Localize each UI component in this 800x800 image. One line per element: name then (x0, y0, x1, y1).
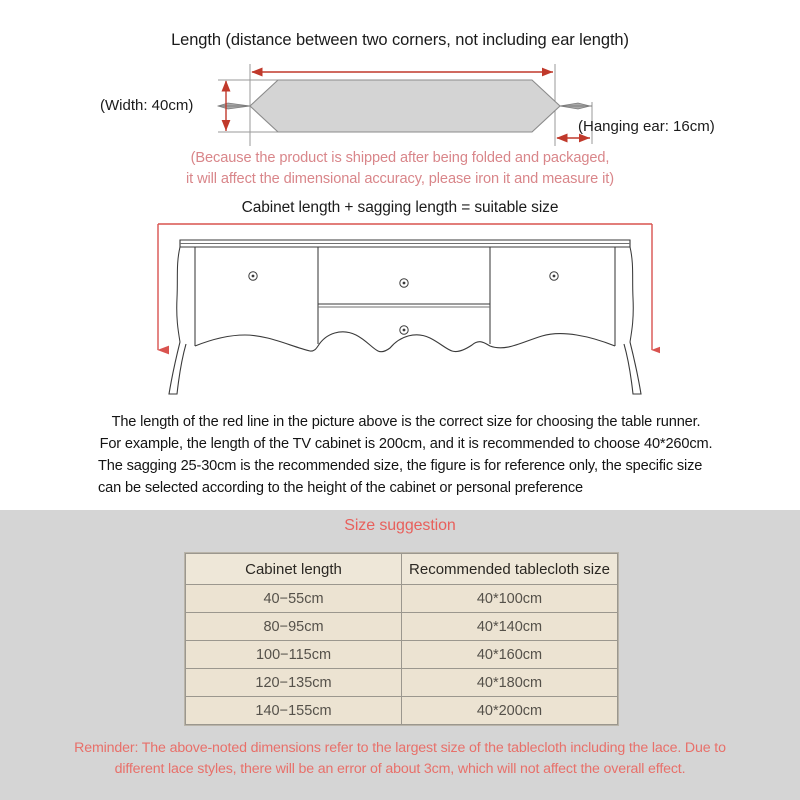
hanging-ear-right (560, 103, 592, 109)
packaging-note-line-2: it will affect the dimensional accuracy, please iron it and measure it) (186, 171, 614, 187)
runner-width-label: (Width: 40cm) (100, 97, 194, 114)
cell-cabinet-length: 140−155cm (186, 697, 402, 725)
cabinet-formula-title: Cabinet length + sagging length = suitable size (241, 199, 559, 216)
cabinet-legs (169, 342, 641, 394)
reminder-note (0, 738, 800, 780)
size-suggestion-table (185, 553, 618, 725)
reminder-line-1: Reminder: The above-noted dimensions refer to the largest size of the tablecloth including the lace. Due to (74, 740, 726, 756)
table-row (186, 669, 618, 697)
runner-length-title: Length (distance between two corners, not including ear length) (171, 31, 629, 49)
table-row (186, 641, 618, 669)
reminder-line-2: different lace styles, there will be an error of about 3cm, which will not affect the overall effect. (114, 761, 686, 777)
table-row (186, 613, 618, 641)
cabinet-knobs (249, 272, 558, 334)
instruction-p1-line-1: The length of the red line in the picture above is the correct size for choosing the table runner. (111, 414, 701, 430)
table-header-row (186, 554, 618, 585)
cell-tablecloth-size: 40*160cm (402, 641, 618, 669)
hanging-ear-left (218, 103, 250, 109)
cabinet-diagram (150, 218, 660, 408)
column-header-tablecloth-size: Recommended tablecloth size (402, 554, 618, 585)
table-row (186, 585, 618, 613)
instruction-p1-line-2: For example, the length of the TV cabinet is 200cm, and it is recommended to choose 40*260cm. (99, 435, 713, 452)
instruction-paragraph-1 (0, 412, 800, 455)
instruction-p2-line-1: The sagging 25-30cm is the recommended size, the figure is for reference only, the specific size (98, 458, 703, 474)
cabinet-skirt (195, 332, 615, 352)
cell-cabinet-length: 120−135cm (186, 669, 402, 697)
cell-tablecloth-size: 40*200cm (402, 697, 618, 725)
instruction-p2-line-2: can be selected according to the height of the cabinet or personal preference (98, 479, 583, 496)
cell-cabinet-length: 100−115cm (186, 641, 402, 669)
cell-tablecloth-size: 40*140cm (402, 613, 618, 641)
cell-tablecloth-size: 40*180cm (402, 669, 618, 697)
cabinet-body (177, 247, 634, 346)
runner-shape (250, 80, 560, 132)
column-header-cabinet-length: Cabinet length (186, 554, 402, 585)
packaging-note (0, 148, 800, 190)
packaging-note-line-1: (Because the product is shipped after being folded and packaged, (190, 150, 610, 166)
instruction-paragraph-2 (0, 456, 800, 499)
cell-tablecloth-size: 40*100cm (402, 585, 618, 613)
cell-cabinet-length: 80−95cm (186, 613, 402, 641)
cell-cabinet-length: 40−55cm (186, 585, 402, 613)
cabinet-top-slab (180, 240, 630, 247)
size-suggestion-heading: Size suggestion (344, 517, 456, 534)
table-row (186, 697, 618, 725)
hanging-ear-label: (Hanging ear: 16cm) (578, 118, 715, 135)
